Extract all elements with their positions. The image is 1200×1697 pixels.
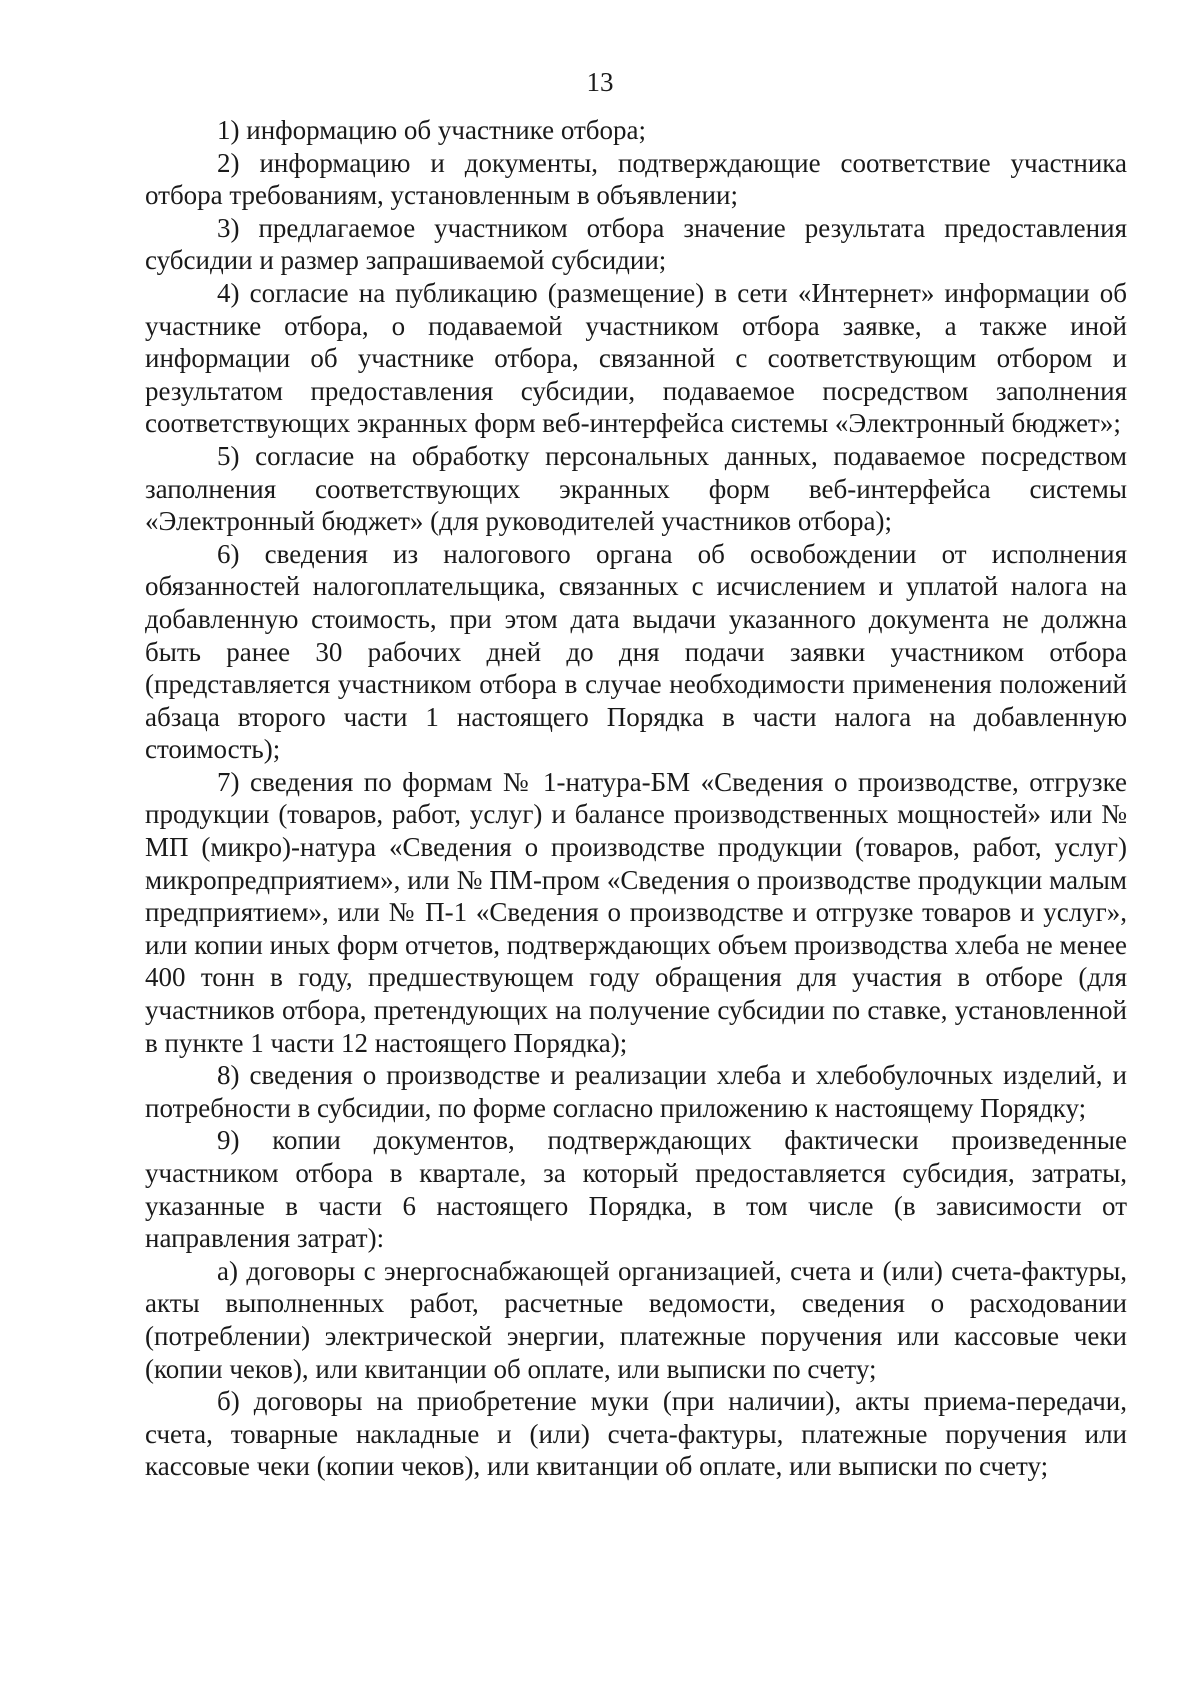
document-body: [145, 114, 1127, 1483]
page-number: 13: [586, 67, 614, 97]
paragraph-item-1: 1) информацию об участнике отбора;: [217, 115, 647, 145]
paragraph-item-5: 5) согласие на обработку персональных данных, подаваемое посредством заполнения соответствующих экранных форм веб-интерфейса системы «Электронный бюджет» (для руководителей участников отбора);: [145, 440, 1127, 537]
paragraph-item-6: 6) сведения из налогового органа об освобождении от исполнения обязанностей налогоплательщика, связанных с исчислением и уплатой налога на добавленную стоимость, при этом дата выдачи указанного документа не должна быть ранее 30 рабочих дней до дня подачи заявки участником отбора (представляется участником отбора в случае необходимости применения положений абзаца второго части 1 настоящего Порядка в части налога на добавленную стоимость);: [145, 538, 1127, 765]
paragraph-item-2: 2) информацию и документы, подтверждающие соответствие участника отбора требованиям, установленным в объявлении;: [145, 147, 1127, 211]
paragraph-item-3: 3) предлагаемое участником отбора значение результата предоставления субсидии и размер запрашиваемой субсидии;: [145, 212, 1127, 276]
paragraph-item-9: 9) копии документов, подтверждающих фактически произведенные участником отбора в квартале, за который предоставляется субсидия, затраты, указанные в части 6 настоящего Порядка, в том числе (в зависимости от направления затрат):: [145, 1125, 1127, 1254]
paragraph-item-8: 8) сведения о производстве и реализации хлеба и хлебобулочных изделий, и потребности в субсидии, по форме согласно приложению к настоящему Порядку;: [145, 1060, 1127, 1123]
paragraph-item-7: 7) сведения по формам № 1-натура-БМ «Сведения о производстве, отгрузке продукции (товаров, работ, услуг) и балансе производственных мощностей» или № МП (микро)-натура «Сведения о производстве продукции (товаров, работ, услуг) микропредприятием», или № ПМ-пром «Сведения о производстве продукции малым предприятием», или № П-1 «Сведения о производстве и отгрузке товаров и услуг», или копии иных форм отчетов, подтверждающих объем производства хлеба не менее 400 тонн в году, предшествующем году обращения для участия в отборе (для участников отбора, претендующих на получение субсидии по ставке, установленной в пункте 1 части 12 настоящего Порядка);: [145, 766, 1127, 1058]
paragraph-subitem-b: б) договоры на приобретение муки (при наличии), акты приема-передачи, счета, товарные накладные и (или) счета-фактуры, платежные поручения или кассовые чеки (копии чеков), или квитанции об оплате, или выписки по счету;: [145, 1386, 1127, 1482]
paragraph-item-4: 4) согласие на публикацию (размещение) в сети «Интернет» информации об участнике отбора, о подаваемой участником отбора заявке, а также иной информации об участнике отбора, связанной с соответствующим отбором и результатом предоставления субсидии, подаваемое посредством заполнения соответствующих экранных форм веб-интерфейса системы «Электронный бюджет»;: [145, 277, 1127, 439]
paragraph-subitem-a: а) договоры с энергоснабжающей организацией, счета и (или) счета-фактуры, акты выполненных работ, расчетные ведомости, сведения о расходовании (потреблении) электрической энергии, платежные поручения или кассовые чеки (копии чеков), или квитанции об оплате, или выписки по счету;: [145, 1255, 1127, 1384]
